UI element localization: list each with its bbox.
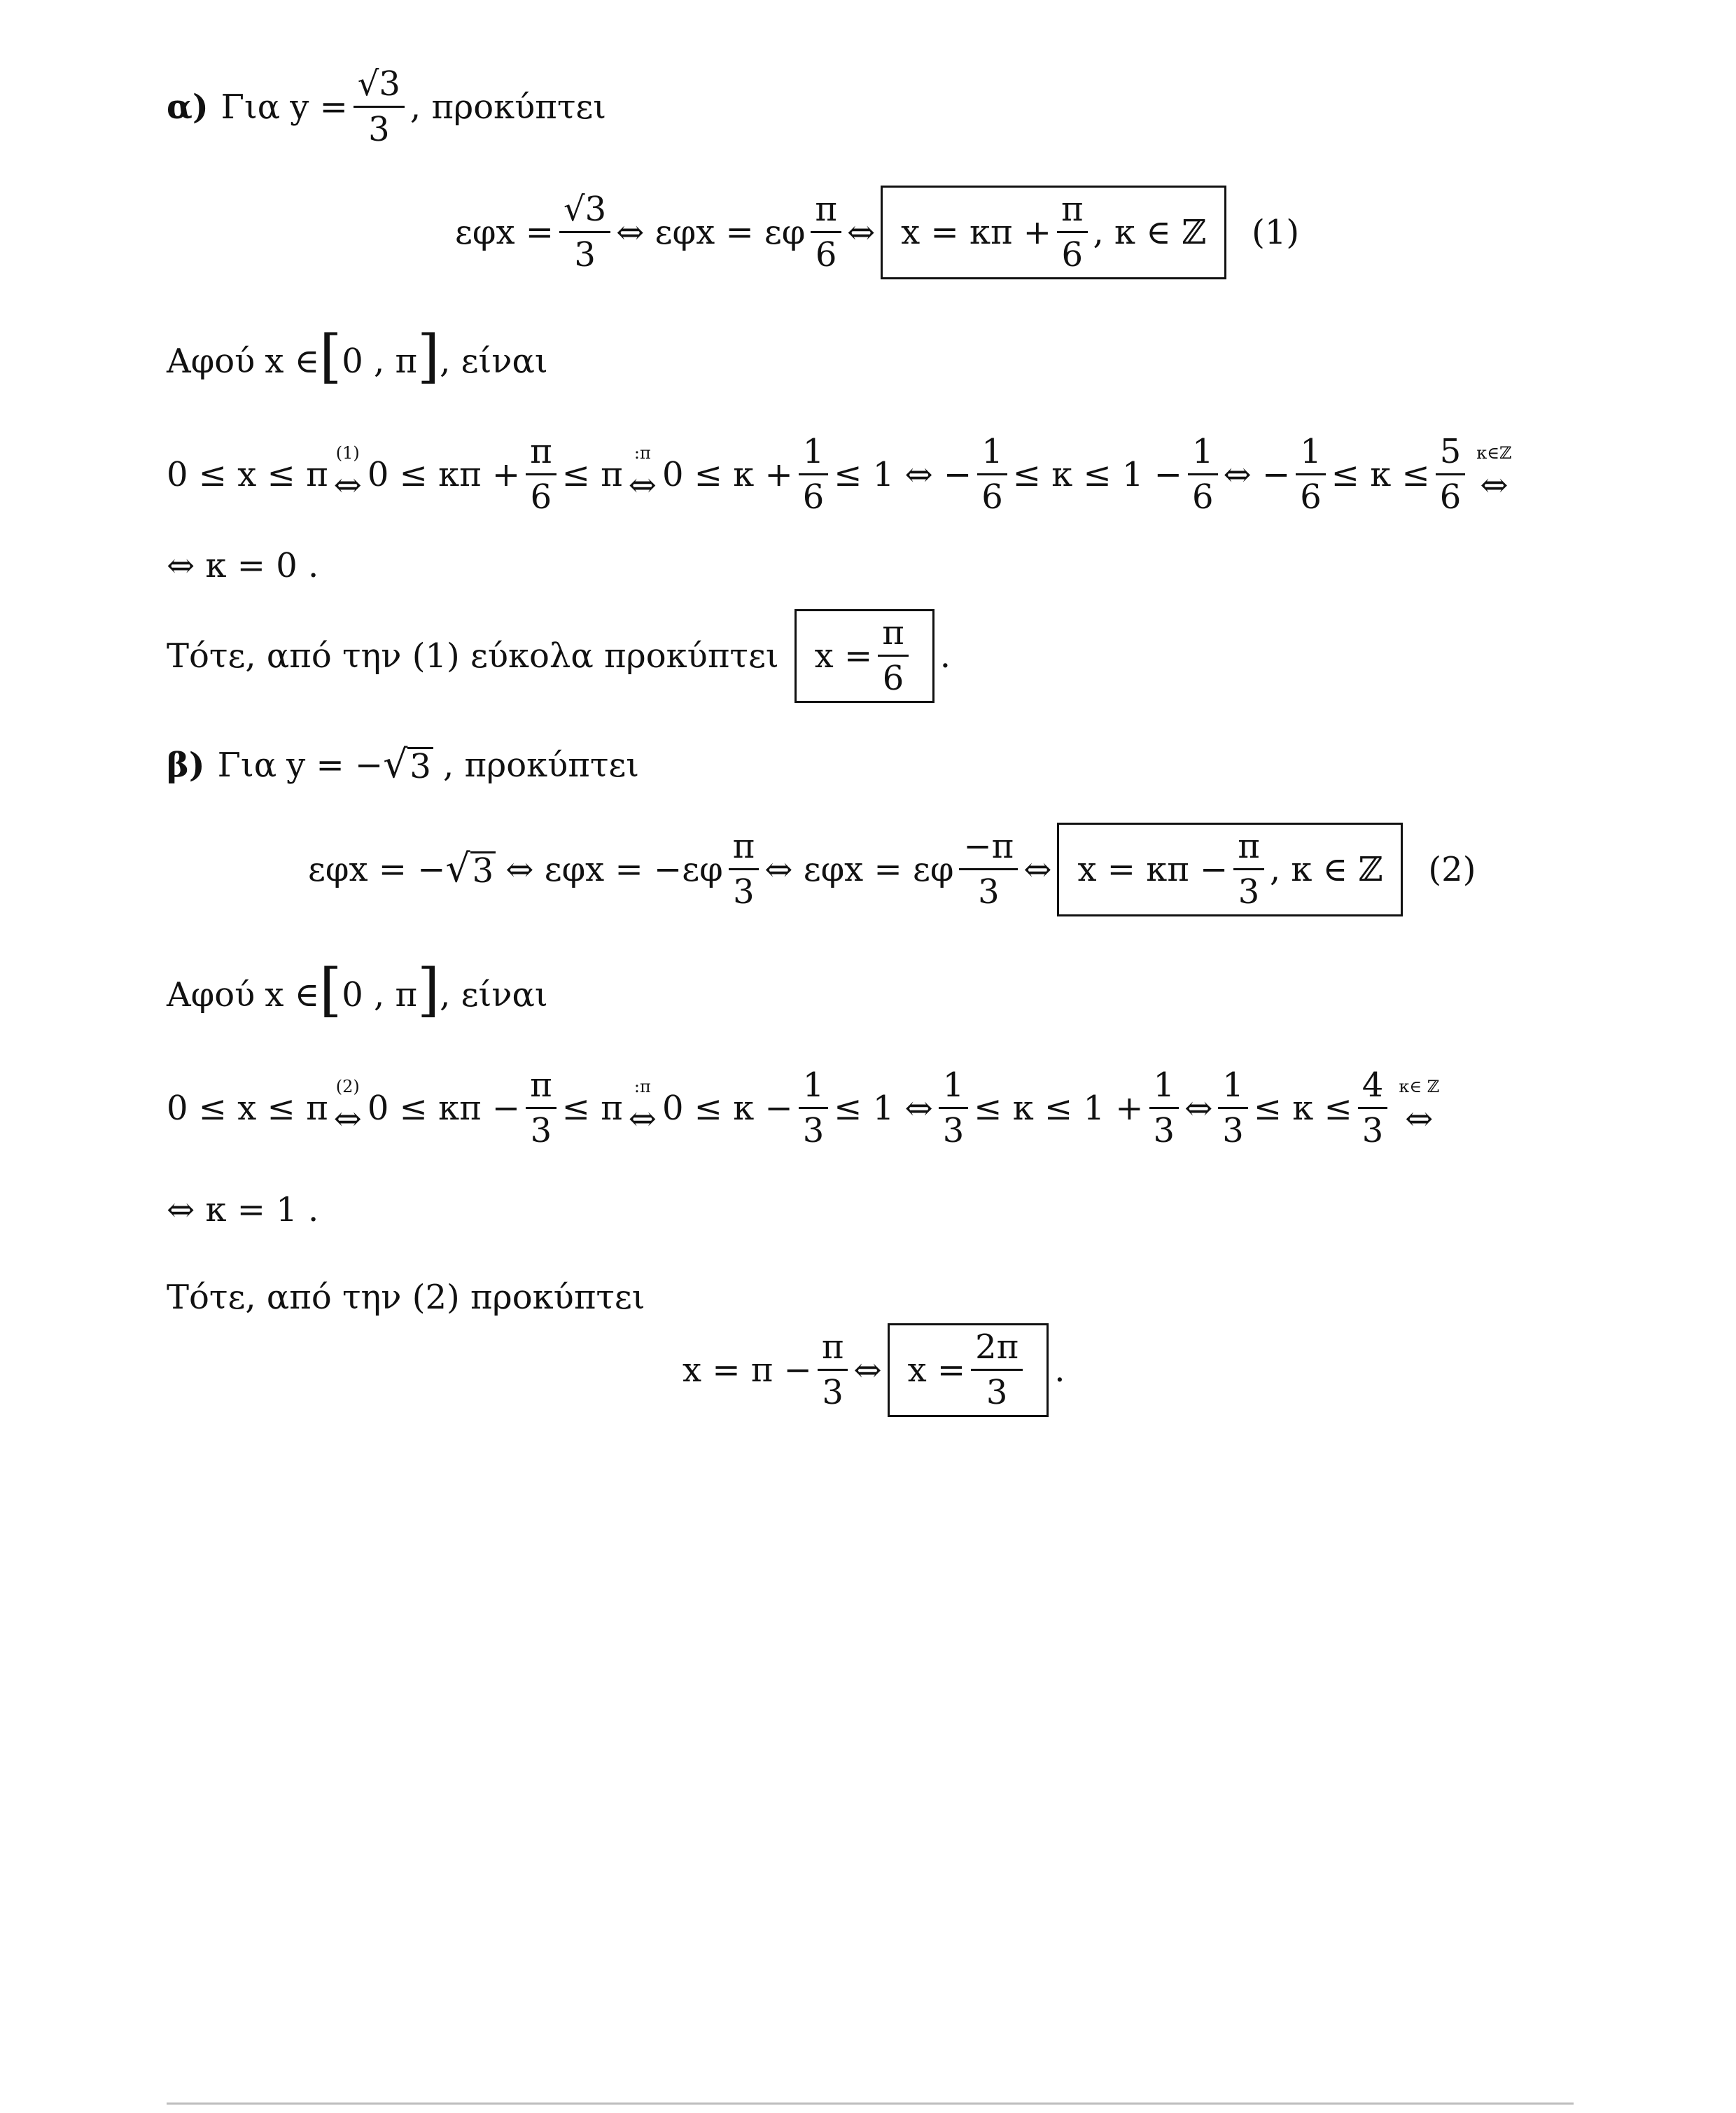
final-equation-b xyxy=(682,1323,1065,1417)
fraction xyxy=(971,1327,1023,1413)
math-text: ⇔ κ = 1 . xyxy=(167,1190,319,1229)
math-text: 0 ≤ κ − xyxy=(662,1088,793,1128)
denominator: 3 xyxy=(1362,1111,1384,1151)
inequality-chain-a xyxy=(167,434,1518,515)
math-text: ⇔ κ = 0 . xyxy=(167,546,319,585)
fraction xyxy=(878,615,909,697)
fraction xyxy=(526,434,556,515)
denominator: 6 xyxy=(1300,477,1322,517)
denominator: 3 xyxy=(574,235,596,275)
math-text: x = xyxy=(814,636,873,676)
fraction xyxy=(1188,434,1218,515)
part-b-intro xyxy=(167,742,640,788)
text: , είναι xyxy=(440,975,548,1014)
radicand: 3 xyxy=(470,851,496,888)
iff-symbol: ⇔ xyxy=(1480,465,1508,505)
math-text: 0 ≤ κπ + xyxy=(367,454,521,494)
fraction xyxy=(1233,829,1264,910)
boxed-answer-b xyxy=(888,1323,1049,1417)
since-interval-b xyxy=(167,957,548,1024)
annotated-iff xyxy=(1399,1078,1439,1138)
numerator: 1 xyxy=(1300,432,1322,471)
text: Αφού xyxy=(167,975,255,1014)
numerator: π xyxy=(815,190,837,229)
math-text: ≤ κ ≤ 1 − xyxy=(1012,454,1182,494)
boxed-general-solution-2 xyxy=(1057,823,1403,916)
numerator: 4 xyxy=(1362,1066,1384,1105)
text: , προκύπτει xyxy=(410,87,607,127)
math-text: ⇔ − xyxy=(1223,454,1291,494)
part-a-intro xyxy=(167,64,607,150)
text: Για xyxy=(220,87,281,127)
numerator: π xyxy=(530,432,552,471)
math-text: . xyxy=(939,636,951,676)
denominator: 6 xyxy=(882,659,904,699)
fraction xyxy=(559,192,610,273)
math-text: ≤ π xyxy=(561,454,623,494)
left-bracket: [ xyxy=(319,323,342,390)
iff-annotation: κ∈ ℤ xyxy=(1399,1076,1440,1096)
denominator: 3 xyxy=(986,1373,1008,1413)
math-text: ≤ π xyxy=(561,1088,623,1128)
text: Τότε, από την (2) προκύπτει xyxy=(167,1278,645,1317)
math-text: , κ ∈ ℤ xyxy=(1269,849,1383,889)
fraction xyxy=(818,1327,848,1413)
math-text: 0 ≤ κπ − xyxy=(367,1088,521,1128)
fraction xyxy=(729,829,760,910)
fraction xyxy=(1358,1068,1388,1149)
numerator: 5 xyxy=(1439,432,1462,471)
numerator: π xyxy=(530,1066,552,1105)
text: , προκύπτει xyxy=(442,746,640,785)
equation-2 xyxy=(308,823,1476,916)
math-text: x = κπ + xyxy=(901,212,1051,252)
iff-annotation: κ∈ℤ xyxy=(1476,442,1512,463)
numerator: 1 xyxy=(802,1066,825,1105)
annotated-iff: (2) ⇔ xyxy=(333,1076,362,1138)
denominator: 6 xyxy=(981,477,1003,517)
numerator: π xyxy=(1060,190,1084,229)
text: Για xyxy=(217,746,277,785)
interval: 0 , π xyxy=(342,342,418,381)
numerator: √3 xyxy=(357,64,400,104)
math-text: x = π − xyxy=(682,1350,812,1390)
numerator: π xyxy=(882,613,904,653)
fraction xyxy=(1436,434,1466,515)
fraction xyxy=(977,434,1007,515)
text: Τότε, από την (1) εύκολα προκύπτει xyxy=(167,636,779,676)
iff-annotation: (1) xyxy=(335,442,360,463)
numerator: 1 xyxy=(981,432,1003,471)
numerator: √3 xyxy=(564,190,607,229)
interval: 0 , π xyxy=(342,975,418,1014)
annotated-iff: :π ⇔ xyxy=(628,442,657,505)
math-text: ⇔ xyxy=(1184,1088,1213,1128)
fraction xyxy=(1218,1068,1248,1149)
text: , είναι xyxy=(440,342,548,381)
math-text: y = − xyxy=(286,746,384,785)
inequality-chain-b xyxy=(167,1068,1445,1149)
math-text: , κ ∈ ℤ xyxy=(1093,212,1207,252)
equation-tag: (1) xyxy=(1252,212,1300,252)
denominator: 3 xyxy=(822,1373,844,1413)
math-text: ≤ 1 ⇔ − xyxy=(834,454,972,494)
fraction xyxy=(799,434,829,515)
denominator: 3 xyxy=(1222,1111,1244,1151)
math-text: εφx = xyxy=(455,212,554,252)
numerator: π xyxy=(732,827,755,866)
denominator: 3 xyxy=(1153,1111,1175,1151)
conclusion-b-text xyxy=(167,1278,645,1317)
math-text: ⇔ εφx = εφ xyxy=(616,212,806,252)
math-text: x ∈ xyxy=(265,342,320,381)
boxed-answer-a xyxy=(794,609,934,703)
iff-symbol: ⇔ xyxy=(846,212,876,252)
radicand: 3 xyxy=(407,747,433,784)
denominator: 3 xyxy=(530,1111,552,1151)
math-text: ⇔ εφx = −εφ xyxy=(505,849,723,889)
fraction xyxy=(354,64,405,150)
fraction xyxy=(1296,434,1326,515)
math-text: 0 ≤ x ≤ π xyxy=(167,1088,328,1128)
iff-symbol: ⇔ xyxy=(853,1350,882,1390)
numerator: −π xyxy=(963,827,1014,866)
fraction xyxy=(959,829,1018,910)
numerator: 1 xyxy=(942,1066,965,1105)
kappa-result-b xyxy=(167,1190,318,1229)
numerator: 1 xyxy=(1222,1066,1244,1105)
part-a-label: α) xyxy=(167,87,209,127)
right-bracket: ] xyxy=(417,957,440,1024)
part-b-label: β) xyxy=(167,746,205,785)
square-root: √ 3 xyxy=(383,746,433,784)
numerator: 1 xyxy=(802,432,825,471)
denominator: 6 xyxy=(1061,235,1084,275)
denominator: 6 xyxy=(530,477,552,517)
fraction xyxy=(1057,192,1088,273)
math-text: x = xyxy=(907,1350,966,1390)
denominator: 6 xyxy=(802,477,825,517)
numerator: 2π xyxy=(975,1327,1019,1367)
since-interval-a xyxy=(167,323,548,390)
numerator: 1 xyxy=(1153,1066,1175,1105)
iff-annotation: :π xyxy=(634,442,651,463)
numerator: π xyxy=(1238,827,1260,866)
iff-annotation: (2) xyxy=(335,1076,360,1096)
denominator: 6 xyxy=(815,235,837,275)
math-text: 0 ≤ x ≤ π xyxy=(167,454,328,494)
math-text: ≤ κ ≤ xyxy=(1253,1088,1352,1128)
math-text: ≤ κ ≤ xyxy=(1331,454,1430,494)
footer-divider xyxy=(167,2102,1574,2105)
denominator: 6 xyxy=(1191,477,1214,517)
equation-1 xyxy=(455,186,1299,279)
fraction xyxy=(1149,1068,1180,1149)
math-text: y = xyxy=(290,87,348,127)
numerator: 1 xyxy=(1191,432,1214,471)
math-text: ≤ 1 ⇔ xyxy=(834,1088,933,1128)
denominator: 3 xyxy=(802,1111,825,1151)
kappa-result-a xyxy=(167,546,318,585)
iff-annotation: :π xyxy=(634,1076,651,1096)
math-text: εφx = − xyxy=(308,849,446,889)
math-text: x = κπ − xyxy=(1077,849,1228,889)
fraction xyxy=(799,1068,829,1149)
iff-symbol: ⇔ xyxy=(1023,849,1052,889)
fraction xyxy=(526,1068,556,1149)
right-bracket: ] xyxy=(417,323,440,390)
equation-tag: (2) xyxy=(1428,849,1476,889)
math-text: ⇔ εφx = εφ xyxy=(764,849,954,889)
denominator: 6 xyxy=(1439,477,1462,517)
annotated-iff: :π ⇔ xyxy=(628,1076,657,1138)
annotated-iff: (1) ⇔ xyxy=(333,442,362,505)
left-bracket: [ xyxy=(319,957,342,1024)
math-text: . xyxy=(1054,1350,1065,1390)
iff-symbol: ⇔ xyxy=(1405,1099,1434,1138)
denominator: 3 xyxy=(1238,872,1260,912)
numerator: π xyxy=(821,1327,844,1367)
math-text: x ∈ xyxy=(265,975,320,1014)
boxed-general-solution-1 xyxy=(881,186,1226,279)
denominator: 3 xyxy=(368,110,390,150)
conclusion-a xyxy=(167,609,951,703)
text: Αφού xyxy=(167,342,255,381)
fraction xyxy=(811,192,841,273)
math-text: 0 ≤ κ + xyxy=(662,454,793,494)
annotated-iff xyxy=(1476,442,1512,505)
square-root: √ 3 xyxy=(446,850,496,888)
math-text: ≤ κ ≤ 1 + xyxy=(974,1088,1144,1128)
denominator: 3 xyxy=(942,1111,965,1151)
fraction xyxy=(939,1068,969,1149)
denominator: 3 xyxy=(733,872,755,912)
denominator: 3 xyxy=(978,872,1000,912)
